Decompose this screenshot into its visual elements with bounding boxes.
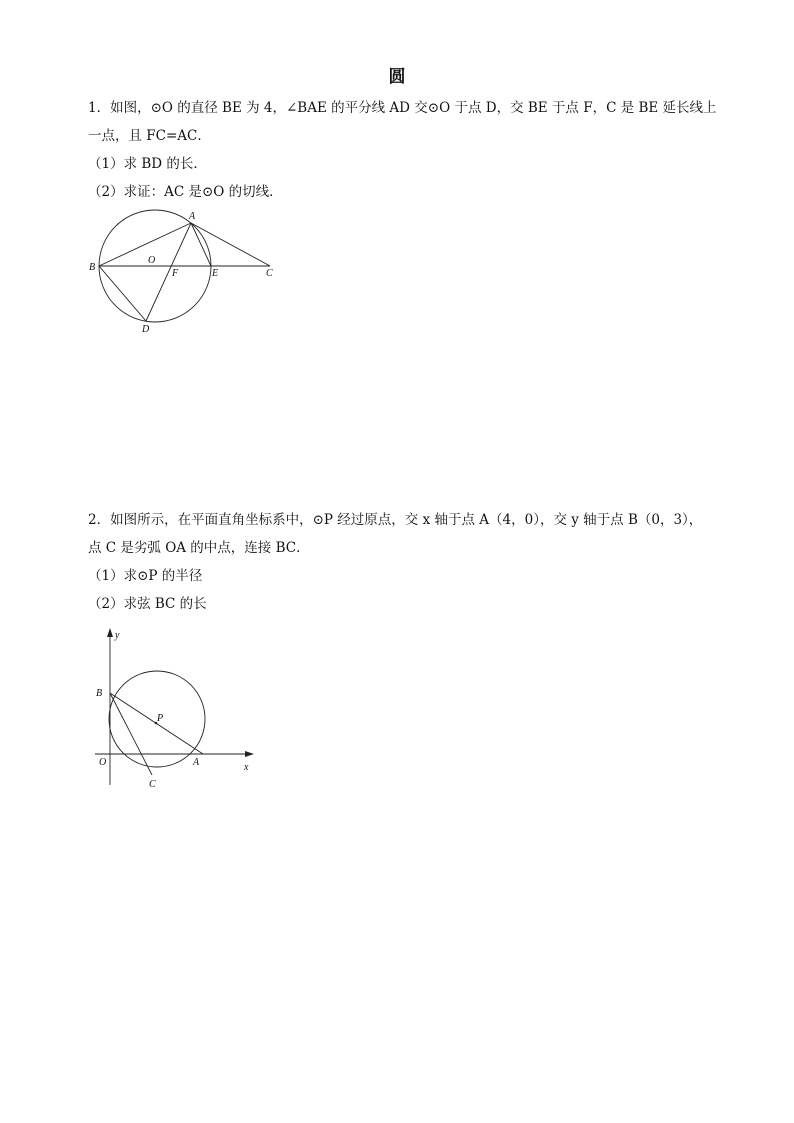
label-b: B xyxy=(89,262,96,273)
segment-bc xyxy=(110,693,152,775)
y-axis-arrow xyxy=(107,628,113,637)
label-d: D xyxy=(142,324,150,335)
x-axis-arrow xyxy=(245,751,254,757)
label-c: C xyxy=(149,779,156,790)
problem-1-line-1: 1．如图，⊙O 的直径 BE 为 4，∠BAE 的平分线 AD 交⊙O 于点 D，交 BE 于点 F，C 是 BE 延长线上 xyxy=(88,100,717,116)
label-c: C xyxy=(266,268,273,279)
label-x: x xyxy=(244,762,249,773)
problem-1-line-2: 一点，且 FC=AC． xyxy=(88,128,211,144)
page-title: 圆 xyxy=(388,67,406,87)
problem-1-part-1: （1）求 BD 的长． xyxy=(88,156,207,172)
label-o: O xyxy=(148,255,156,266)
problem-2-line-1: 2．如图所示，在平面直角坐标系中，⊙P 经过原点，交 x 轴于点 A（4，0），交 y 轴于点 B（0，3）， xyxy=(88,512,703,528)
label-b: B xyxy=(96,688,103,699)
problem-2-figure xyxy=(85,625,265,795)
label-f: F xyxy=(172,268,179,279)
problem-1-figure xyxy=(80,200,290,340)
problem-1-part-2: （2）求证：AC 是⊙O 的切线． xyxy=(88,184,283,200)
label-a: A xyxy=(189,211,196,222)
problem-2-line-2: 点 C 是劣弧 OA 的中点，连接 BC． xyxy=(88,540,310,556)
problem-2-part-1: （1）求⊙P 的半径 xyxy=(88,568,203,584)
label-p: P xyxy=(157,713,164,724)
label-y: y xyxy=(115,630,120,641)
segment-ae xyxy=(191,223,211,266)
segment-ad xyxy=(146,223,191,321)
segment-ac xyxy=(191,223,270,266)
label-a: A xyxy=(193,757,200,768)
label-o: O xyxy=(99,757,107,768)
label-e: E xyxy=(212,268,219,279)
problem-2-part-2: （2）求弦 BC 的长 xyxy=(88,596,207,612)
